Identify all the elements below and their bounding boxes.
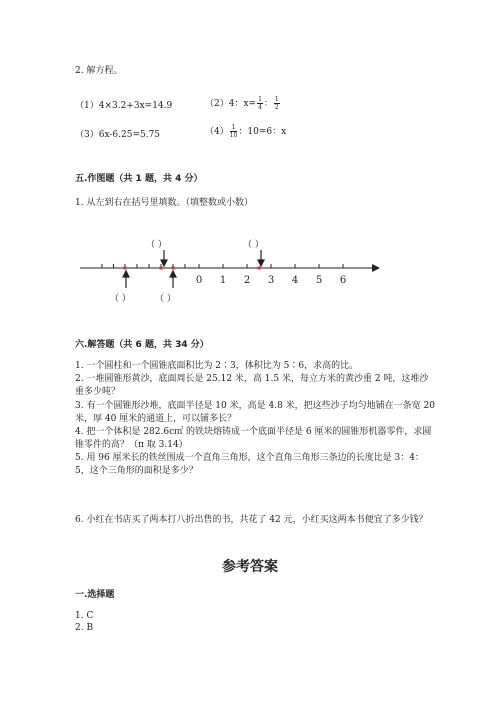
tick-label-4: 4 [291, 275, 299, 286]
arrow-down-right-head [258, 260, 264, 266]
marked-point-3 [172, 267, 175, 270]
section-6-question-3: 3. 有一个圆锥形沙堆，底面半径是 10 米，高是 4.8 米，把这些沙子均匀地铺在一条宽 20 米，厚 40 厘米的通道上，可以铺多长？ [75, 401, 435, 424]
equation-1: （1）4×3.2+3x=14.9 [75, 101, 173, 111]
fraction-numerator: 1 [231, 124, 236, 131]
section-6-question-1: 1. 一个圆柱和一个圆锥底面积比为 2∶3，体积比为 5∶6，求高的比。 [75, 361, 359, 371]
tick-label-5: 5 [315, 275, 323, 286]
tick-label-0: 0 [195, 275, 203, 286]
section-6-title: 六.解答题（共 6 题，共 34 分） [75, 340, 209, 350]
bracket-top-right: （ ） [243, 240, 264, 250]
fraction-denominator: 10 [229, 132, 238, 139]
equation-2 [205, 96, 281, 111]
fraction-denominator: 4 [258, 104, 262, 111]
marked-point-1 [124, 267, 127, 270]
equation-2-prefix: （2）4：x= [205, 99, 257, 109]
bracket-bottom-right: （ ） [155, 294, 176, 304]
number-line-arrow-head [372, 264, 380, 272]
tick-label-1: 1 [219, 275, 227, 286]
number-line-figure [0, 228, 500, 303]
bracket-bottom-left: （ ） [110, 294, 131, 304]
arrow-up-left-head [123, 271, 129, 277]
answer-2: 2. B [75, 623, 94, 633]
answer-key-title: 参考答案 [222, 559, 278, 575]
equation-2-fraction-2 [274, 96, 280, 111]
section-5-title: 五.作图题（共 1 题，共 4 分） [75, 174, 203, 184]
section-6-question-6: 6. 小红在书店买了两本打八折出售的书，共花了 42 元，小红买这两本书便宜了多少钱？ [75, 515, 428, 525]
bracket-top-left: （ ） [146, 240, 167, 250]
section-5-question-1: 1. 从左到右在括号里填数。（填整数或小数） [75, 198, 253, 208]
equation-3: （3）6x-6.25=5.75 [75, 130, 161, 140]
marked-point-4 [258, 267, 261, 270]
answer-1: 1. C [75, 611, 94, 621]
section-6-question-5: 5. 用 96 厘米长的铁丝围成一个直角三角形，这个直角三角形三条边的长度比是 3：4：5，这个三角形的面积是多少？ [75, 453, 424, 476]
tick-label-2: 2 [243, 275, 251, 286]
equation-2-ratio-sign: ： [263, 99, 273, 109]
equation-4 [205, 124, 286, 139]
fraction-numerator: 1 [258, 96, 262, 103]
arrow-up-right-head [170, 271, 176, 277]
question-2-label: 2. 解方程。 [75, 66, 123, 76]
section-6-question-4: 4. 把一个体积是 282.6c㎡ 的铁块熔铸成一个底面半径是 6 厘米的圆锥形机器零件，求圆锥零件的高？（π 取 3.14） [75, 427, 432, 450]
tick-label-3: 3 [267, 275, 275, 286]
equation-4-fraction [230, 124, 238, 139]
equation-4-suffix: ：10=6：x [238, 127, 287, 137]
answer-section-1-title: 一.选择题 [75, 590, 115, 600]
number-line-svg [0, 228, 500, 303]
arrow-down-left-head [161, 260, 167, 266]
equation-2-fraction-1 [257, 96, 263, 111]
fraction-denominator: 2 [274, 104, 279, 111]
section-6-question-2: 2. 一堆圆锥形黄沙，底面周长是 25.12 米，高 1.5 米，每立方米的黄沙重 2 吨，这堆沙重多少吨？ [75, 374, 429, 397]
tick-label-6: 6 [339, 275, 347, 286]
equation-4-prefix: （4） [205, 127, 229, 137]
fraction-numerator: 1 [274, 96, 279, 103]
marked-point-2 [160, 267, 163, 270]
